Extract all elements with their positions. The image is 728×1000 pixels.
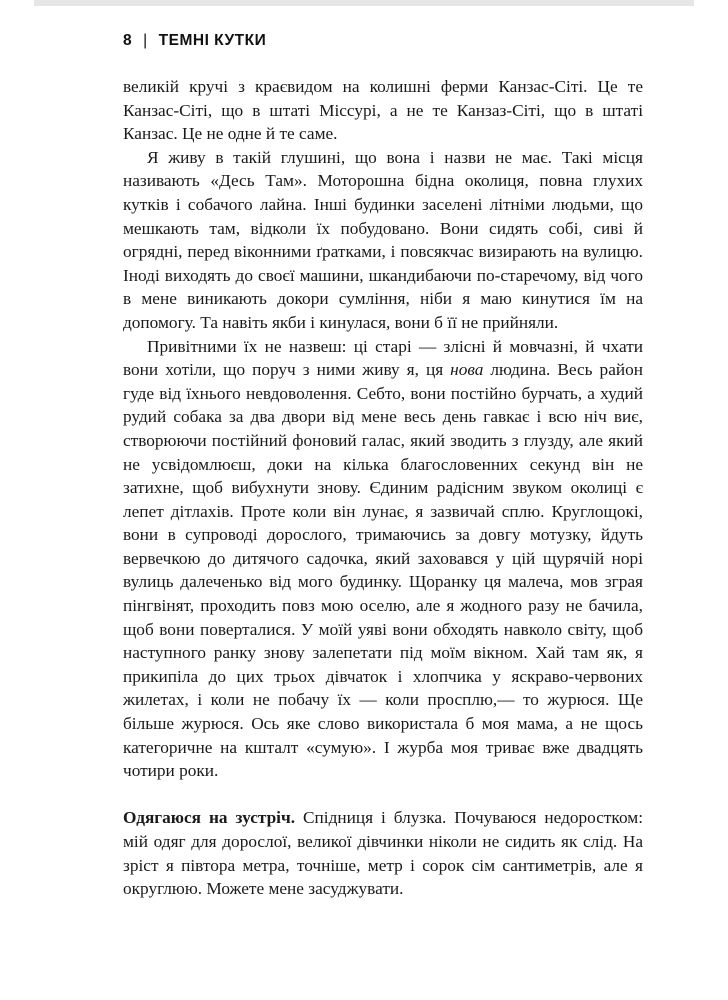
paragraph-4 bbox=[123, 806, 643, 900]
paragraph-1 bbox=[123, 75, 643, 146]
book-title: ТЕМНІ КУТКИ bbox=[158, 32, 267, 49]
running-header bbox=[123, 32, 266, 50]
paragraph-4-text: Спідниця і блузка. Почуваюся недоростком: мій одяг для дорослої, великої дівчинки ніколи не сидить як слід. На зріст я півтора метра, точніше, метр і сорок сім сантиметрів, але я округлюю. Можете мене засуджувати. bbox=[123, 808, 644, 899]
page-number: 8 bbox=[123, 32, 133, 49]
page-top-edge bbox=[34, 0, 694, 6]
paragraph-1-text: великій кручі з краєвидом на колишні ферми Канзас-Сіті. Це те Канзас-Сіті, що в штаті Міссурі, а не те Канзаз-Сіті, що в штаті Канзас. Це не одне й те саме. bbox=[123, 77, 643, 144]
header-separator: | bbox=[143, 32, 148, 49]
body-text bbox=[123, 75, 643, 901]
paragraph-3-emphasis: нова bbox=[450, 360, 484, 380]
paragraph-3-text-after: людина. Весь район гуде від їхнього невдоволення. Себто, вони постійно бурчать, а худий рудий собака за два двори від мене весь день гавкає і всю ніч виє, створюючи постійний фоновий галас, який зводить з глузду, але який не усвідомлюєш, доки на кілька благословенних секунд він не затихне, щоб вибухнути знову. Єдиним радісним звуком околиці є лепет дітлахів. Проте коли він лунає, я зазвичай сплю. Круглощокі, вони в супроводі дорослого, тримаючись за довгу мотузку, йдуть вервечкою до дитячого садочка, який заховався у цій щурячій норі вулиць далеченько від мого будинку. Щоранку ця малеча, мов зграя пінгвінят, проходить повз мою оселю, але я жодного разу не бачила, щоб вони поверталися. У моїй уяві вони обходять навколо світу, щоб наступного ранку знову залепетати під моїм вікном. Хай там як, я прикипіла до цих трьох дівчаток і хлопчика у яскраво-червоних жилетах, і коли не побачу їх — коли просплю,— то журюся. Ще більше журюся. Ось яке слово використала б моя мама, а не щось категоричне на кшталт «сумую». І журба моя триває вже двадцять чотири роки. bbox=[123, 360, 643, 781]
paragraph-2 bbox=[123, 146, 643, 335]
paragraph-3 bbox=[123, 335, 643, 783]
paragraph-4-lead: Одягаюся на зустріч. bbox=[123, 808, 296, 828]
paragraph-2-text: Я живу в такій глушині, що вона і назви не має. Такі місця називають «Десь Там». Моторошна бідна околиця, повна глухих кутків і собачого лайна. Інші будинки заселені літніми людьми, що мешкають там, відколи їх побудовано. Вони сидять собі, сиві й огрядні, перед віконними ґратками, і повсякчас визирають на вулицю. Іноді виходять до своєї машини, шкандибаючи по-старечому, від чого в мене виникають докори сумління, ніби я маю кинутися їм на допомогу. Та навіть якби і кинулася, вони б її не прийняли. bbox=[123, 147, 643, 332]
paragraph-3-text-before: Привітними їх не назвеш: ці старі — злісні й мовчазні, й чхати вони хотіли, що поруч з ними живу я, ця bbox=[123, 336, 643, 380]
